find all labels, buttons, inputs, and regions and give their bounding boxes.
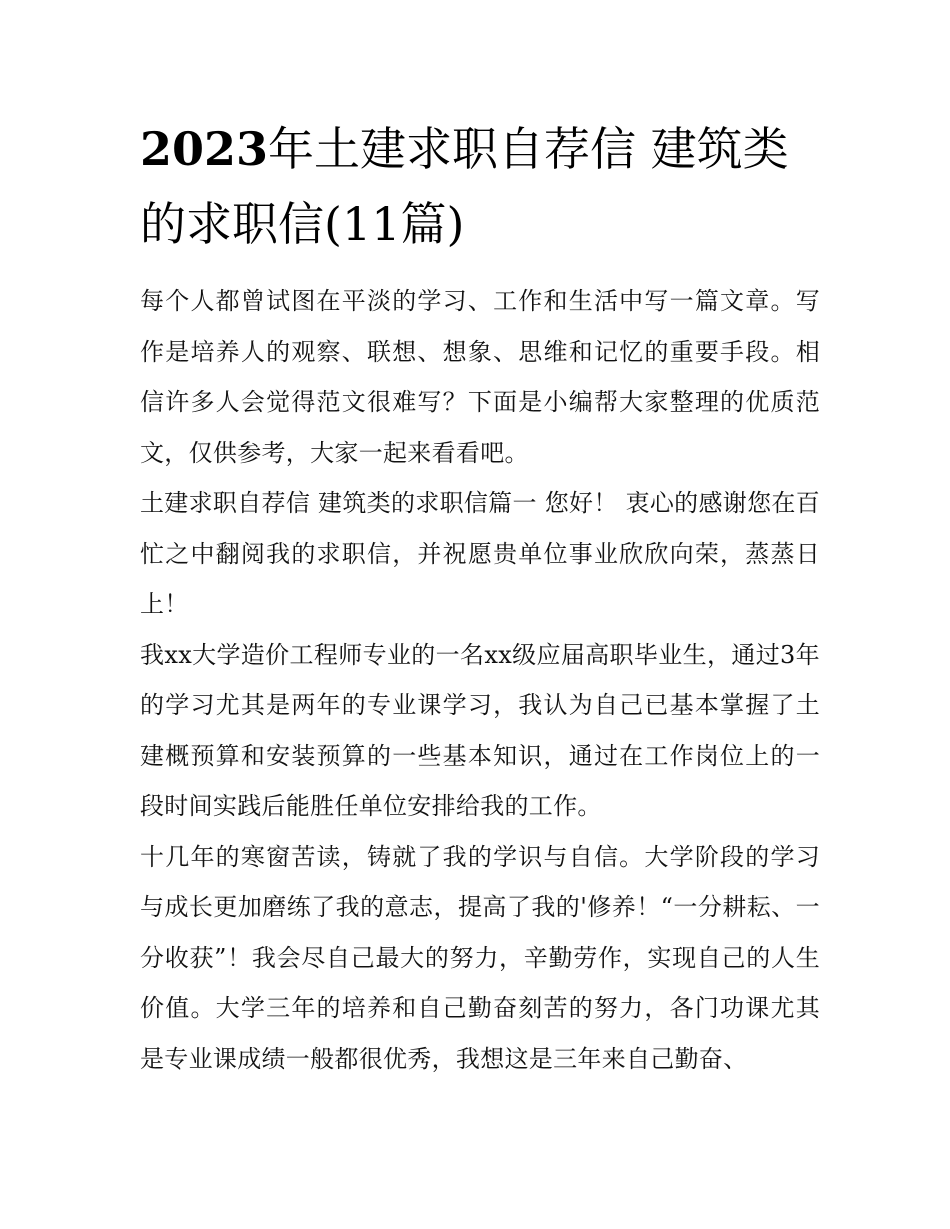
title-year: 2023	[140, 122, 269, 176]
document-title	[140, 112, 820, 262]
paragraph-greeting: 土建求职自荐信 建筑类的求职信篇一 您好！ 衷心的感谢您在百忙之中翻阅我的求职信，并祝愿贵单位事业欣欣向荣，蒸蒸日上！	[140, 489, 820, 618]
document-body	[140, 276, 820, 1084]
title-text: 年土建求职自荐信 建筑类的求职信(11篇)	[140, 122, 789, 251]
paragraph-background: 我xx大学造价工程师专业的一名xx级应届高职毕业生，通过3年的学习尤其是两年的专业课学习，我认为自己已基本掌握了土建概预算和安装预算的一些基本知识，通过在工作岗位上的一段时间实践后能胜任单位安排给我的工作。	[140, 640, 820, 820]
paragraph-intro: 每个人都曾试图在平淡的学习、工作和生活中写一篇文章。写作是培养人的观察、联想、想象、思维和记忆的重要手段。相信许多人会觉得范文很难写？下面是小编帮大家整理的优质范文，仅供参考，大家一起来看看吧。	[140, 287, 820, 467]
paragraph-study: 十几年的寒窗苦读，铸就了我的学识与自信。大学阶段的学习与成长更加磨练了我的意志，提高了我的'修养！“一分耕耘、一分收获”！我会尽自己最大的努力，辛勤劳作，实现自己的人生价值。大学三年的培养和自己勤奋刻苦的努力，各门功课尤其是专业课成绩一般都很优秀，我想这是三年来自己勤奋、	[140, 842, 820, 1073]
